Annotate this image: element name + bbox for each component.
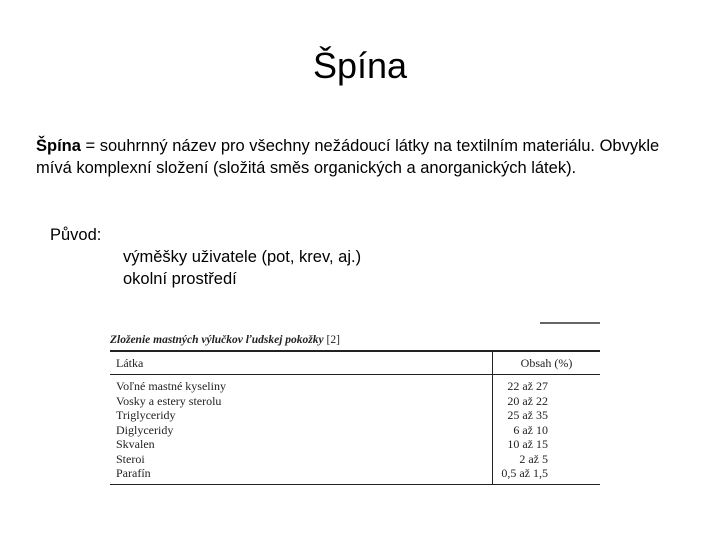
substance-cell: Parafín <box>110 466 493 484</box>
definition-text: = souhrnný název pro všechny nežádoucí látky na textilním materiálu. Obvykle mívá komplexní složení (složitá směs organických a anorganických látek). <box>36 137 660 177</box>
origin-label: Původ: <box>50 226 102 244</box>
content-cell: 2 až 5 <box>519 451 548 466</box>
table-reference: [2] <box>326 334 340 346</box>
scanned-table-image <box>110 322 600 488</box>
content-cell: 6 až 10 <box>513 422 548 437</box>
content-cell: 25 až 35 <box>507 408 548 423</box>
content-cell: 20 až 22 <box>507 393 548 408</box>
definition-paragraph <box>36 135 686 179</box>
origin-list <box>123 246 361 290</box>
slide-title: Špína <box>312 45 408 86</box>
substance-cell: Skvalen <box>110 437 493 452</box>
column-header-content: Obsah (%) <box>493 351 601 375</box>
substance-cell: Steroi <box>110 452 493 467</box>
content-cell: 0,5 až 1,5 <box>493 466 601 484</box>
table-row <box>110 394 600 409</box>
content-cell: 22 až 27 <box>507 379 548 394</box>
substance-cell: Voľné mastné kyseliny <box>110 375 493 394</box>
table-row <box>110 437 600 452</box>
table-row <box>110 423 600 438</box>
content-cell: 10 až 15 <box>507 437 548 452</box>
table-header-row <box>110 351 600 375</box>
substance-cell: Vosky a estery sterolu <box>110 394 493 409</box>
composition-table <box>110 350 600 485</box>
substance-cell: Triglyceridy <box>110 408 493 423</box>
table-row <box>110 466 600 484</box>
substance-cell: Diglyceridy <box>110 423 493 438</box>
scan-artifact-line <box>540 322 600 324</box>
definition-term: Špína <box>36 137 81 155</box>
table-row <box>110 408 600 423</box>
column-header-substance: Látka <box>110 351 493 375</box>
table-row <box>110 452 600 467</box>
table-caption: Zloženie mastných výlučkov ľudskej pokožky [2] <box>110 334 340 346</box>
table-row <box>110 375 600 394</box>
origin-item: okolní prostředí <box>123 270 237 288</box>
origin-item: výměšky uživatele (pot, krev, aj.) <box>123 248 362 266</box>
